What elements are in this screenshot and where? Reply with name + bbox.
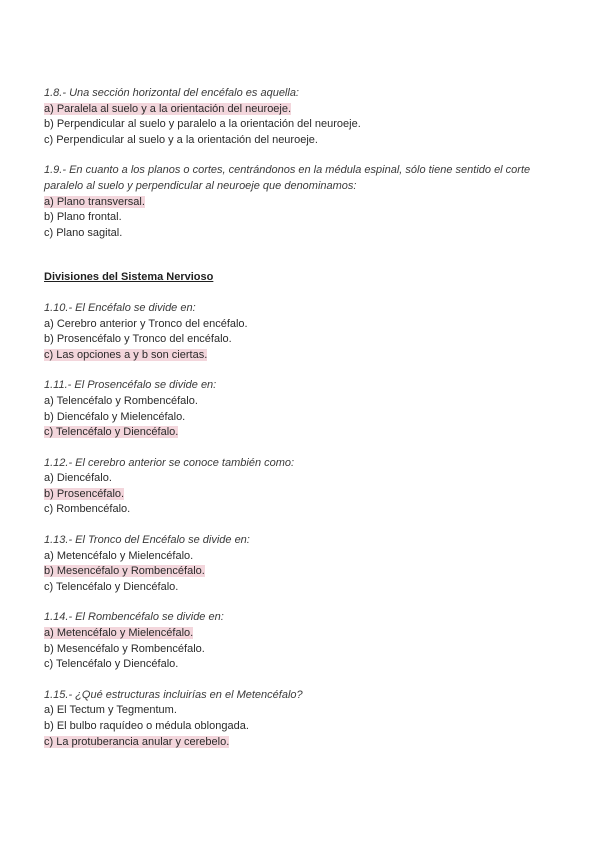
question-text: 1.11.- El Prosencéfalo se divide en:: [44, 379, 217, 392]
answer-option: [44, 735, 564, 751]
answer-option: [44, 657, 564, 673]
answer-option: [44, 549, 564, 565]
question-block: [44, 86, 564, 148]
questions-after-heading: [44, 301, 564, 750]
answer-option: [44, 487, 564, 503]
correct-answer-text: a) Plano transversal.: [44, 195, 145, 208]
question-block: [44, 456, 564, 518]
answer-option: [44, 410, 564, 426]
question-text: 1.12.- El cerebro anterior se conoce también como:: [44, 456, 295, 469]
answer-text: b) Diencéfalo y Mielencéfalo.: [44, 410, 186, 423]
correct-answer-text: b) Prosencéfalo.: [44, 487, 125, 500]
question-block: [44, 533, 564, 595]
answer-text: c) Telencéfalo y Diencéfalo.: [44, 580, 179, 593]
answer-option: [44, 117, 564, 133]
correct-answer-text: c) La protuberancia anular y cerebelo.: [44, 735, 230, 748]
correct-answer-text: a) Paralela al suelo y a la orientación del neuroeje.: [44, 102, 292, 115]
answer-text: a) Diencéfalo.: [44, 472, 112, 485]
answer-option: [44, 626, 564, 642]
answer-text: c) Telencéfalo y Diencéfalo.: [44, 658, 179, 671]
question-block: [44, 163, 564, 241]
answer-text: b) Plano frontal.: [44, 211, 122, 224]
answer-text: b) Perpendicular al suelo y paralelo a la orientación del neuroeje.: [44, 118, 361, 131]
answer-option: [44, 580, 564, 596]
answer-text: b) Prosencéfalo y Tronco del encéfalo.: [44, 333, 232, 346]
section-heading: Divisiones del Sistema Nervioso: [44, 271, 214, 284]
question-block: [44, 378, 564, 440]
correct-answer-text: b) Mesencéfalo y Rombencéfalo.: [44, 565, 205, 578]
answer-text: b) Mesencéfalo y Rombencéfalo.: [44, 642, 205, 655]
question-text: 1.10.- El Encéfalo se divide en:: [44, 301, 196, 314]
question-text: 1.14.- El Rombencéfalo se divide en:: [44, 611, 224, 624]
questions-before-heading: [44, 86, 564, 241]
answer-option: [44, 471, 564, 487]
correct-answer-text: c) Las opciones a y b son ciertas.: [44, 348, 208, 361]
answer-text: a) El Tectum y Tegmentum.: [44, 704, 177, 717]
answer-option: [44, 348, 564, 364]
question-text: 1.9.- En cuanto a los planos o cortes, centrándonos en la médula espinal, sólo tiene sentido el corte paralelo al suelo y perpendicular al neuroeje que denominamos:: [44, 164, 531, 192]
question-block: [44, 301, 564, 363]
answer-option: [44, 210, 564, 226]
answer-text: a) Telencéfalo y Rombencéfalo.: [44, 394, 198, 407]
question-text: 1.15.- ¿Qué estructuras incluirías en el Metencéfalo?: [44, 688, 303, 701]
answer-option: [44, 642, 564, 658]
answer-option: [44, 703, 564, 719]
answer-option: [44, 133, 564, 149]
answer-option: [44, 394, 564, 410]
answer-text: c) Plano sagital.: [44, 226, 123, 239]
question-text: 1.8.- Una sección horizontal del encéfalo es aquella:: [44, 87, 299, 99]
answer-option: [44, 425, 564, 441]
answer-option: [44, 719, 564, 735]
answer-text: c) Rombencéfalo.: [44, 503, 131, 516]
answer-option: [44, 317, 564, 333]
question-block: [44, 688, 564, 750]
document-content: [44, 86, 564, 765]
answer-text: a) Cerebro anterior y Tronco del encéfalo.: [44, 317, 248, 330]
correct-answer-text: a) Metencéfalo y Mielencéfalo.: [44, 627, 194, 640]
answer-text: a) Metencéfalo y Mielencéfalo.: [44, 549, 194, 562]
answer-text: b) El bulbo raquídeo o médula oblongada.: [44, 720, 249, 732]
answer-text: c) Perpendicular al suelo y a la orientación del neuroeje.: [44, 133, 318, 146]
answer-option: [44, 332, 564, 348]
answer-option: [44, 195, 564, 211]
answer-option: [44, 102, 564, 118]
question-block: [44, 610, 564, 672]
answer-option: [44, 564, 564, 580]
question-text: 1.13.- El Tronco del Encéfalo se divide en:: [44, 534, 250, 547]
answer-option: [44, 226, 564, 242]
correct-answer-text: c) Telencéfalo y Diencéfalo.: [44, 426, 179, 439]
answer-option: [44, 502, 564, 518]
